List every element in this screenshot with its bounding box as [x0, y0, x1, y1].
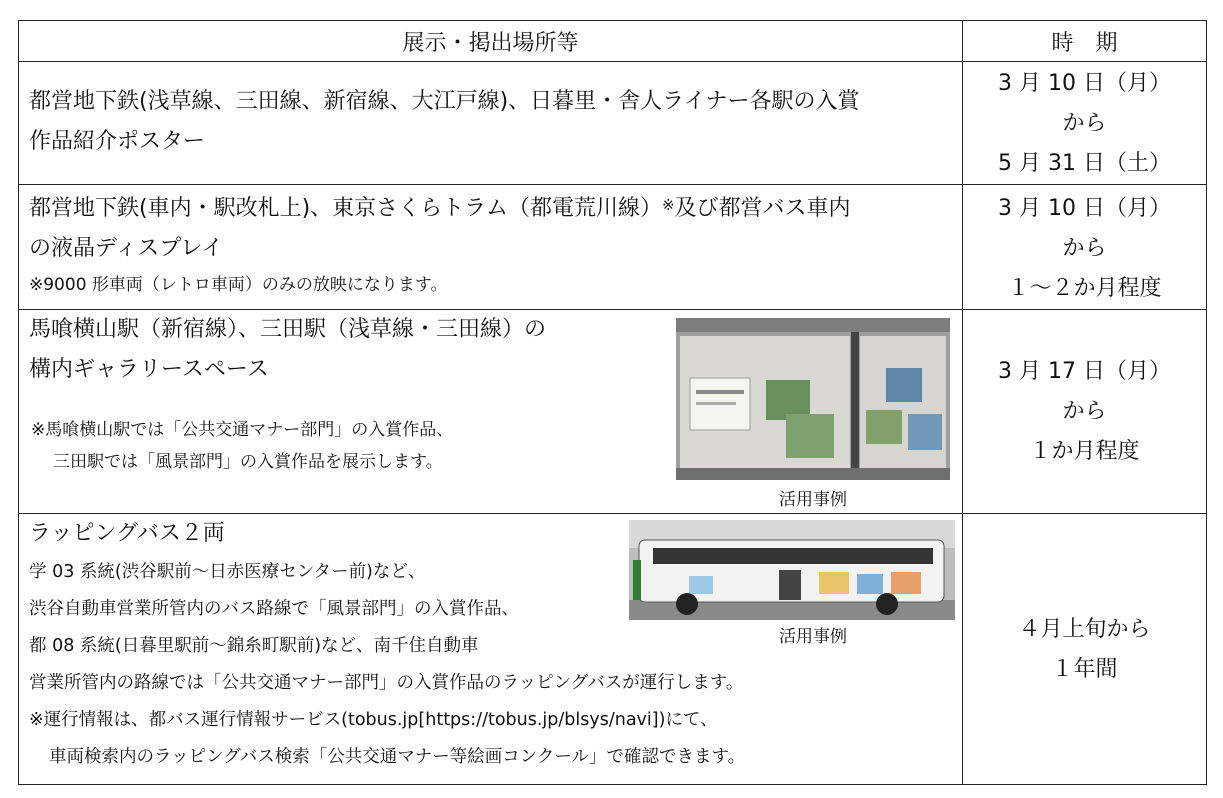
- location-cell: [19, 310, 963, 514]
- table-header-row: [19, 21, 1207, 62]
- location-line: の液晶ディスプレイ: [29, 236, 224, 261]
- period-line: 3 月 10 日（月）: [998, 71, 1171, 96]
- period-cell: [963, 185, 1207, 310]
- location-line: ※運行情報は、都バス運行情報サービス(tobus.jp[https://tobus.jp/blsys/navi])にて、: [29, 710, 718, 730]
- period-cell: [963, 514, 1207, 785]
- location-line: 都 08 系統(日暮里駅前～錦糸町駅前)など、南千住自動車: [29, 636, 479, 656]
- location-line: 作品紹介ポスター: [29, 129, 206, 154]
- location-cell: [19, 62, 963, 185]
- footnote-mark: ※: [661, 196, 675, 214]
- location-title: ラッピングバス２両: [29, 521, 225, 546]
- note-line: ※馬喰横山駅では「公共交通マナー部門」の入賞作品、: [31, 420, 454, 440]
- location-line: 構内ギャラリースペース: [29, 357, 269, 382]
- period-line: １～２か月程度: [1007, 276, 1162, 301]
- photo-caption: 活用事例: [779, 627, 847, 647]
- table-row: [19, 514, 1207, 785]
- table-row: [19, 185, 1207, 310]
- period-line: から: [1062, 236, 1107, 261]
- period-line: 3 月 10 日（月）: [998, 196, 1171, 221]
- period-line: ４月上旬から: [1018, 617, 1151, 642]
- period-line: 3 月 17 日（月）: [998, 359, 1171, 384]
- header-location: 展示・掲出場所等: [19, 21, 963, 62]
- period-cell: [963, 310, 1207, 514]
- photo-caption: 活用事例: [779, 490, 847, 510]
- footnote-text: ※9000 形車両（レトロ車両）のみの放映になります。: [29, 275, 448, 295]
- location-line: 渋谷自動車営業所管内のバス路線で「風景部門」の入賞作品、: [29, 599, 519, 619]
- location-line: 都営地下鉄(浅草線、三田線、新宿線、大江戸線)、日暮里・舎人ライナー各駅の入賞: [29, 89, 860, 114]
- location-line: 車両検索内のラッピングバス検索「公共交通マナー等絵画コンクール」で確認できます。: [49, 747, 746, 767]
- location-cell: [19, 185, 963, 310]
- schedule-table: [18, 20, 1207, 785]
- period-cell: [963, 62, 1207, 185]
- location-cell: [19, 514, 963, 785]
- gallery-photo: [676, 318, 950, 480]
- gallery-wall-image: [676, 318, 950, 480]
- header-period: 時 期: [963, 21, 1207, 62]
- note-line: 三田駅では「風景部門」の入賞作品を展示します。: [53, 452, 443, 472]
- table-row: [19, 310, 1207, 514]
- period-line: から: [1062, 399, 1107, 424]
- table-row: [19, 62, 1207, 185]
- location-line: 営業所管内の路線では「公共交通マナー部門」の入賞作品のラッピングバスが運行します。: [29, 673, 744, 693]
- period-line: から: [1062, 111, 1107, 136]
- location-line: 学 03 系統(渋谷駅前～日赤医療センター前)など、: [29, 562, 426, 582]
- location-line: 及び都営バス車内: [674, 196, 851, 221]
- period-line: １か月程度: [1029, 439, 1140, 464]
- period-line: 5 月 31 日（土）: [998, 151, 1171, 176]
- period-line: １年間: [1051, 657, 1118, 682]
- wrapped-bus-image: [629, 520, 955, 620]
- location-line: 都営地下鉄(車内・駅改札上)、東京さくらトラム（都電荒川線）: [29, 196, 662, 221]
- location-line: 馬喰横山駅（新宿線）、三田駅（浅草線・三田線）の: [29, 317, 547, 342]
- bus-photo: [629, 520, 955, 620]
